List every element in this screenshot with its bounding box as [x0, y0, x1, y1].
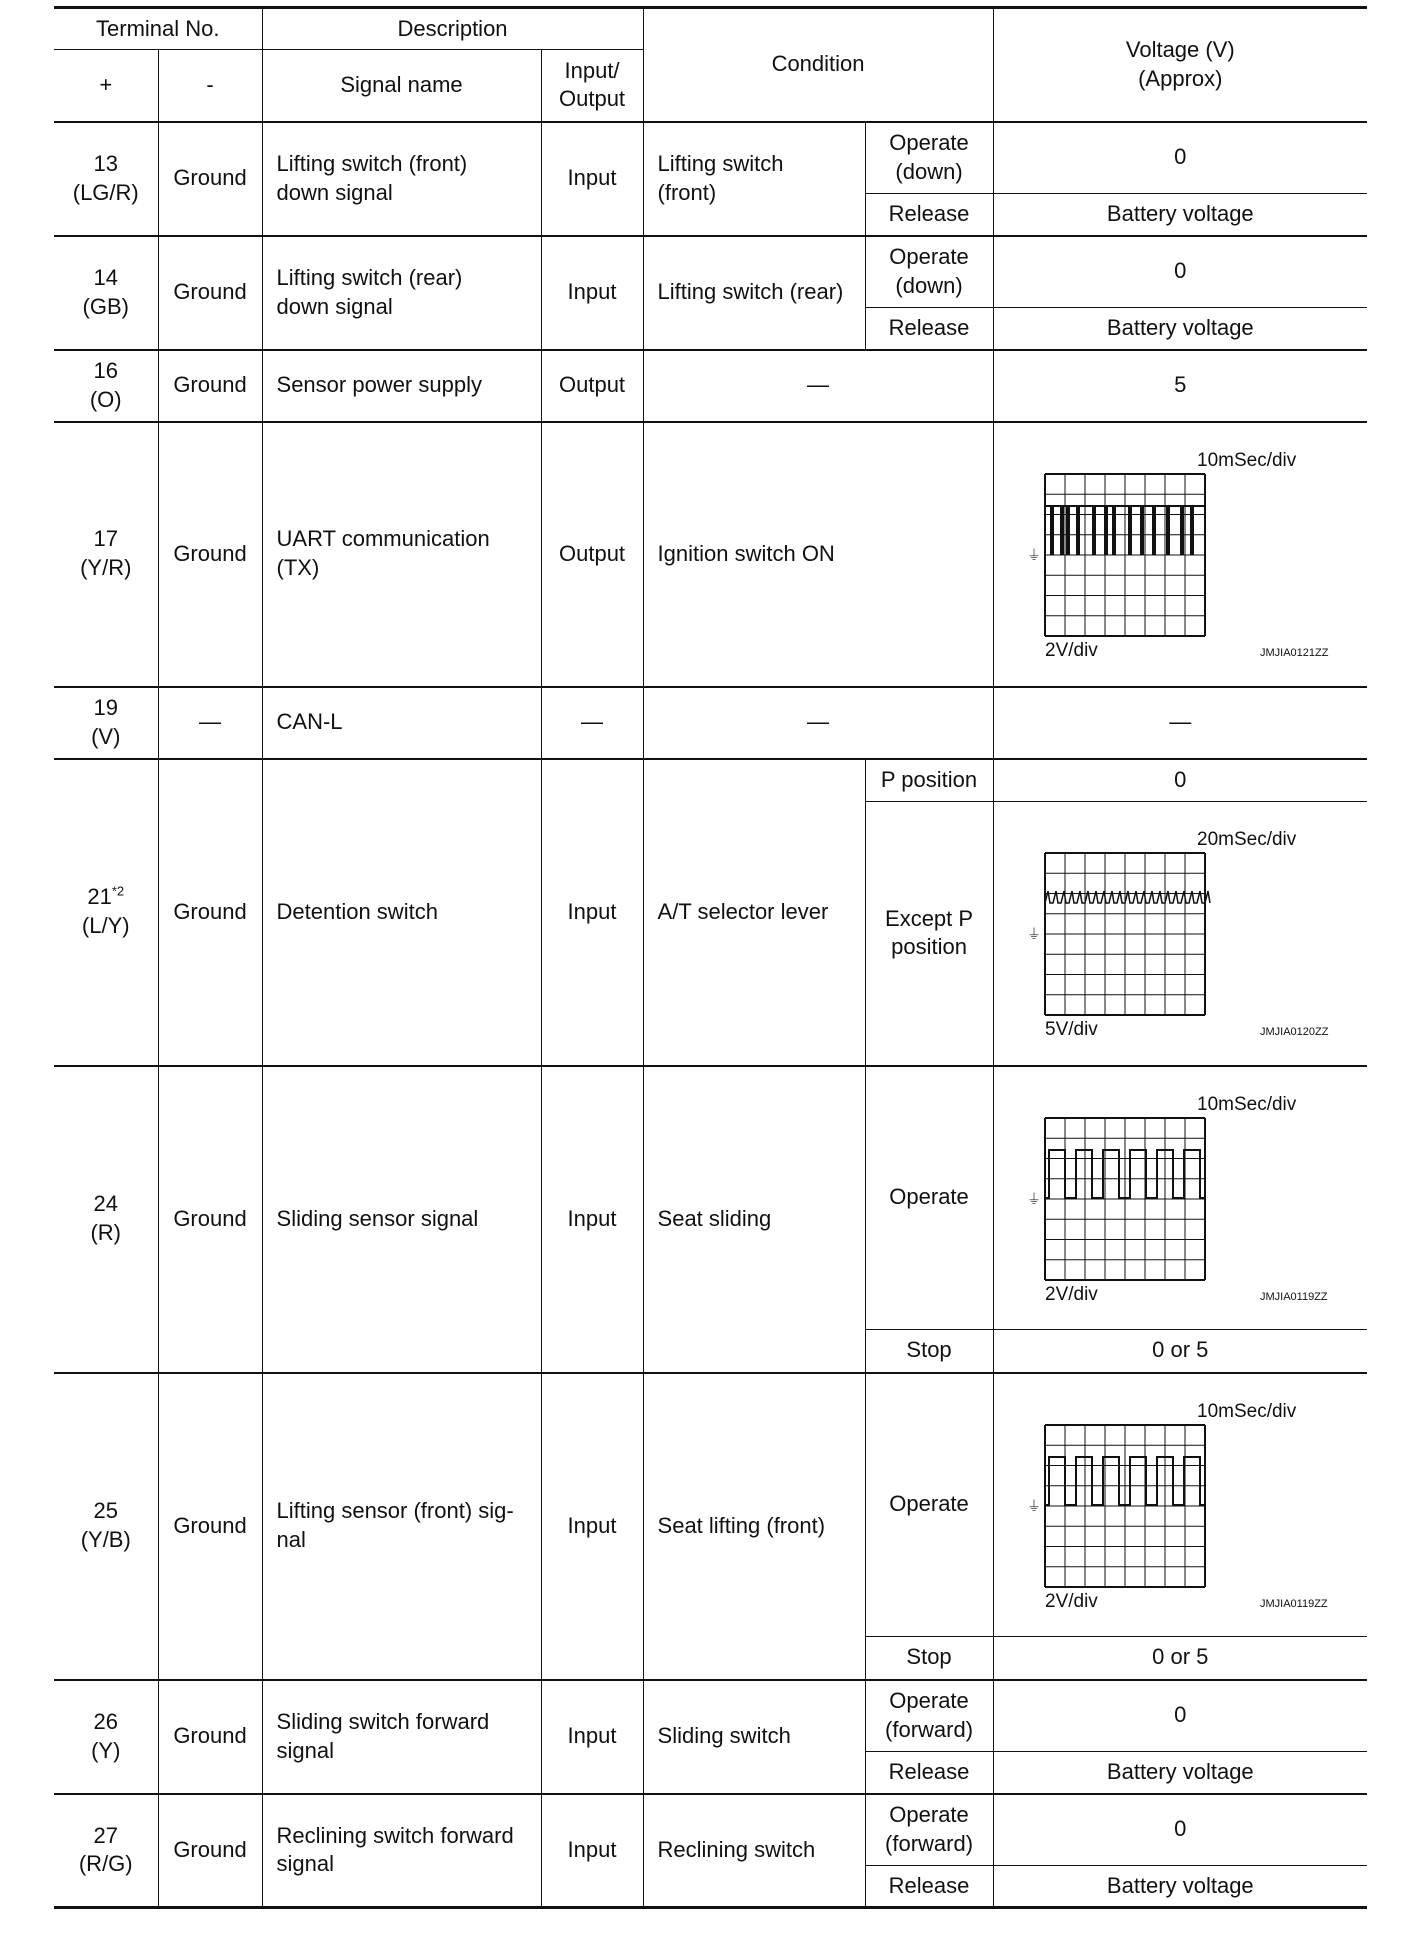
signal-name: UART communication (TX) — [262, 422, 541, 687]
input-output: Input — [541, 759, 643, 1066]
ground-terminal: Ground — [158, 1066, 262, 1373]
ground-terminal: Ground — [158, 350, 262, 422]
signal-name: Sliding sensor signal — [262, 1066, 541, 1373]
voltage-value: Battery voltage — [993, 194, 1367, 236]
voltage-value: Battery voltage — [993, 1752, 1367, 1794]
signal-name: Reclining switch forward signal — [262, 1794, 541, 1908]
voltage-value — [993, 1373, 1367, 1637]
header-signal-name: Signal name — [262, 50, 541, 122]
header-input-output: Input/ Output — [541, 50, 643, 122]
table-row — [54, 1066, 1367, 1330]
header-condition: Condition — [643, 8, 993, 122]
scope-volt-div: 2V/div — [1045, 1590, 1099, 1612]
header-voltage — [993, 8, 1367, 122]
table-row — [54, 122, 1367, 194]
ground-symbol: ⏚ — [1027, 547, 1042, 563]
scope-figure-code: JMJIA0120ZZ — [1260, 1026, 1329, 1039]
voltage-value — [993, 802, 1367, 1066]
condition-state: Operate (down) — [865, 236, 993, 308]
oscilloscope-waveform — [1015, 1395, 1345, 1615]
condition-state: Operate (forward) — [865, 1794, 993, 1866]
condition-state: Operate — [865, 1066, 993, 1330]
voltage-value — [993, 1066, 1367, 1330]
terminal-number: 25 (Y/B) — [54, 1373, 158, 1680]
condition-state: Release — [865, 1866, 993, 1908]
ground-terminal: Ground — [158, 1794, 262, 1908]
table-row — [54, 422, 1367, 687]
input-output: Input — [541, 236, 643, 350]
condition: Reclining switch — [643, 1794, 865, 1908]
condition-state: Release — [865, 308, 993, 350]
ground-terminal: Ground — [158, 1373, 262, 1680]
header-terminal-no: Terminal No. — [54, 8, 262, 50]
signal-name: Sensor power supply — [262, 350, 541, 422]
terminal-number: 14 (GB) — [54, 236, 158, 350]
scope-figure-code: JMJIA0119ZZ — [1260, 1290, 1328, 1303]
ground-symbol: ⏚ — [1027, 1497, 1042, 1514]
terminal-spec-table — [54, 6, 1367, 1909]
table-row — [54, 1373, 1367, 1637]
signal-name: Lifting switch (front) down signal — [262, 122, 541, 236]
scope-volt-div: 5V/div — [1045, 1019, 1099, 1041]
input-output: Output — [541, 350, 643, 422]
terminal-number: 24 (R) — [54, 1066, 158, 1373]
table-row — [54, 1680, 1367, 1752]
voltage-value: 0 or 5 — [993, 1330, 1367, 1373]
signal-name: Detention switch — [262, 759, 541, 1066]
terminal-number: 26 (Y) — [54, 1680, 158, 1794]
scope-time-div: 10mSec/div — [1197, 1093, 1297, 1115]
condition-state: Except P position — [865, 802, 993, 1066]
condition-state: P position — [865, 759, 993, 802]
signal-name: Sliding switch forward signal — [262, 1680, 541, 1794]
table-row — [54, 350, 1367, 422]
input-output: Input — [541, 1066, 643, 1373]
scope-time-div: 20mSec/div — [1197, 829, 1297, 851]
voltage-value: 5 — [993, 350, 1367, 422]
ground-terminal: Ground — [158, 1680, 262, 1794]
input-output: Input — [541, 1373, 643, 1680]
ground-terminal: Ground — [158, 759, 262, 1066]
voltage-value: Battery voltage — [993, 308, 1367, 350]
terminal-number: 17 (Y/R) — [54, 422, 158, 687]
ground-terminal: Ground — [158, 122, 262, 236]
scope-figure-code: JMJIA0119ZZ — [1260, 1597, 1328, 1610]
condition: — — [643, 350, 993, 422]
input-output: Input — [541, 1794, 643, 1908]
header-voltage-approx: (Approx) — [1138, 65, 1223, 91]
scope-time-div: 10mSec/div — [1197, 450, 1297, 471]
voltage-value: 0 — [993, 236, 1367, 308]
header-description: Description — [262, 8, 643, 50]
voltage-value: 0 — [993, 1680, 1367, 1752]
ground-terminal: Ground — [158, 236, 262, 350]
ground-symbol: ⏚ — [1027, 1190, 1042, 1207]
condition-state: Release — [865, 194, 993, 236]
condition-state: Operate — [865, 1373, 993, 1637]
ground-terminal: — — [158, 687, 262, 759]
voltage-value — [993, 422, 1367, 687]
ground-terminal: Ground — [158, 422, 262, 687]
input-output: Input — [541, 1680, 643, 1794]
terminal-number: 13 (LG/R) — [54, 122, 158, 236]
oscilloscope-waveform — [1015, 1088, 1345, 1308]
header-plus: + — [54, 50, 158, 122]
signal-name: Lifting sensor (front) sig- nal — [262, 1373, 541, 1680]
scope-volt-div: 2V/div — [1045, 640, 1099, 661]
condition: — — [643, 687, 993, 759]
condition: Lifting switch (front) — [643, 122, 865, 236]
header-minus: - — [158, 50, 262, 122]
scope-grid — [1045, 853, 1205, 1015]
scope-volt-div: 2V/div — [1045, 1283, 1099, 1305]
voltage-value: Battery voltage — [993, 1866, 1367, 1908]
scope-time-div: 10mSec/div — [1197, 1400, 1297, 1422]
header-voltage-label: Voltage (V) — [1125, 37, 1235, 63]
voltage-value: 0 — [993, 759, 1367, 802]
signal-name: Lifting switch (rear) down signal — [262, 236, 541, 350]
table-row — [54, 236, 1367, 308]
ground-symbol: ⏚ — [1027, 926, 1042, 943]
condition-state: Stop — [865, 1330, 993, 1373]
input-output: Output — [541, 422, 643, 687]
table-row — [54, 687, 1367, 759]
signal-name: CAN-L — [262, 687, 541, 759]
condition: Lifting switch (rear) — [643, 236, 865, 350]
condition-state: Operate (forward) — [865, 1680, 993, 1752]
input-output: — — [541, 687, 643, 759]
voltage-value: 0 or 5 — [993, 1637, 1367, 1680]
condition-state: Stop — [865, 1637, 993, 1680]
input-output: Input — [541, 122, 643, 236]
voltage-value: 0 — [993, 122, 1367, 194]
terminal-number: 19 (V) — [54, 687, 158, 759]
condition-state: Release — [865, 1752, 993, 1794]
voltage-value: — — [993, 687, 1367, 759]
terminal-number: 16 (O) — [54, 350, 158, 422]
terminal-number: 21$^{*2}$ (L/Y) — [54, 759, 158, 1066]
oscilloscope-waveform — [1015, 444, 1345, 664]
table-row — [54, 759, 1367, 802]
condition: A/T selector lever — [643, 759, 865, 1066]
oscilloscope-waveform — [1015, 823, 1345, 1043]
condition: Seat lifting (front) — [643, 1373, 865, 1680]
table-row — [54, 1794, 1367, 1866]
scope-figure-code: JMJIA0121ZZ — [1260, 647, 1329, 659]
condition: Ignition switch ON — [643, 422, 993, 687]
condition: Seat sliding — [643, 1066, 865, 1373]
condition-state: Operate (down) — [865, 122, 993, 194]
voltage-value: 0 — [993, 1794, 1367, 1866]
condition: Sliding switch — [643, 1680, 865, 1794]
terminal-number: 27 (R/G) — [54, 1794, 158, 1908]
